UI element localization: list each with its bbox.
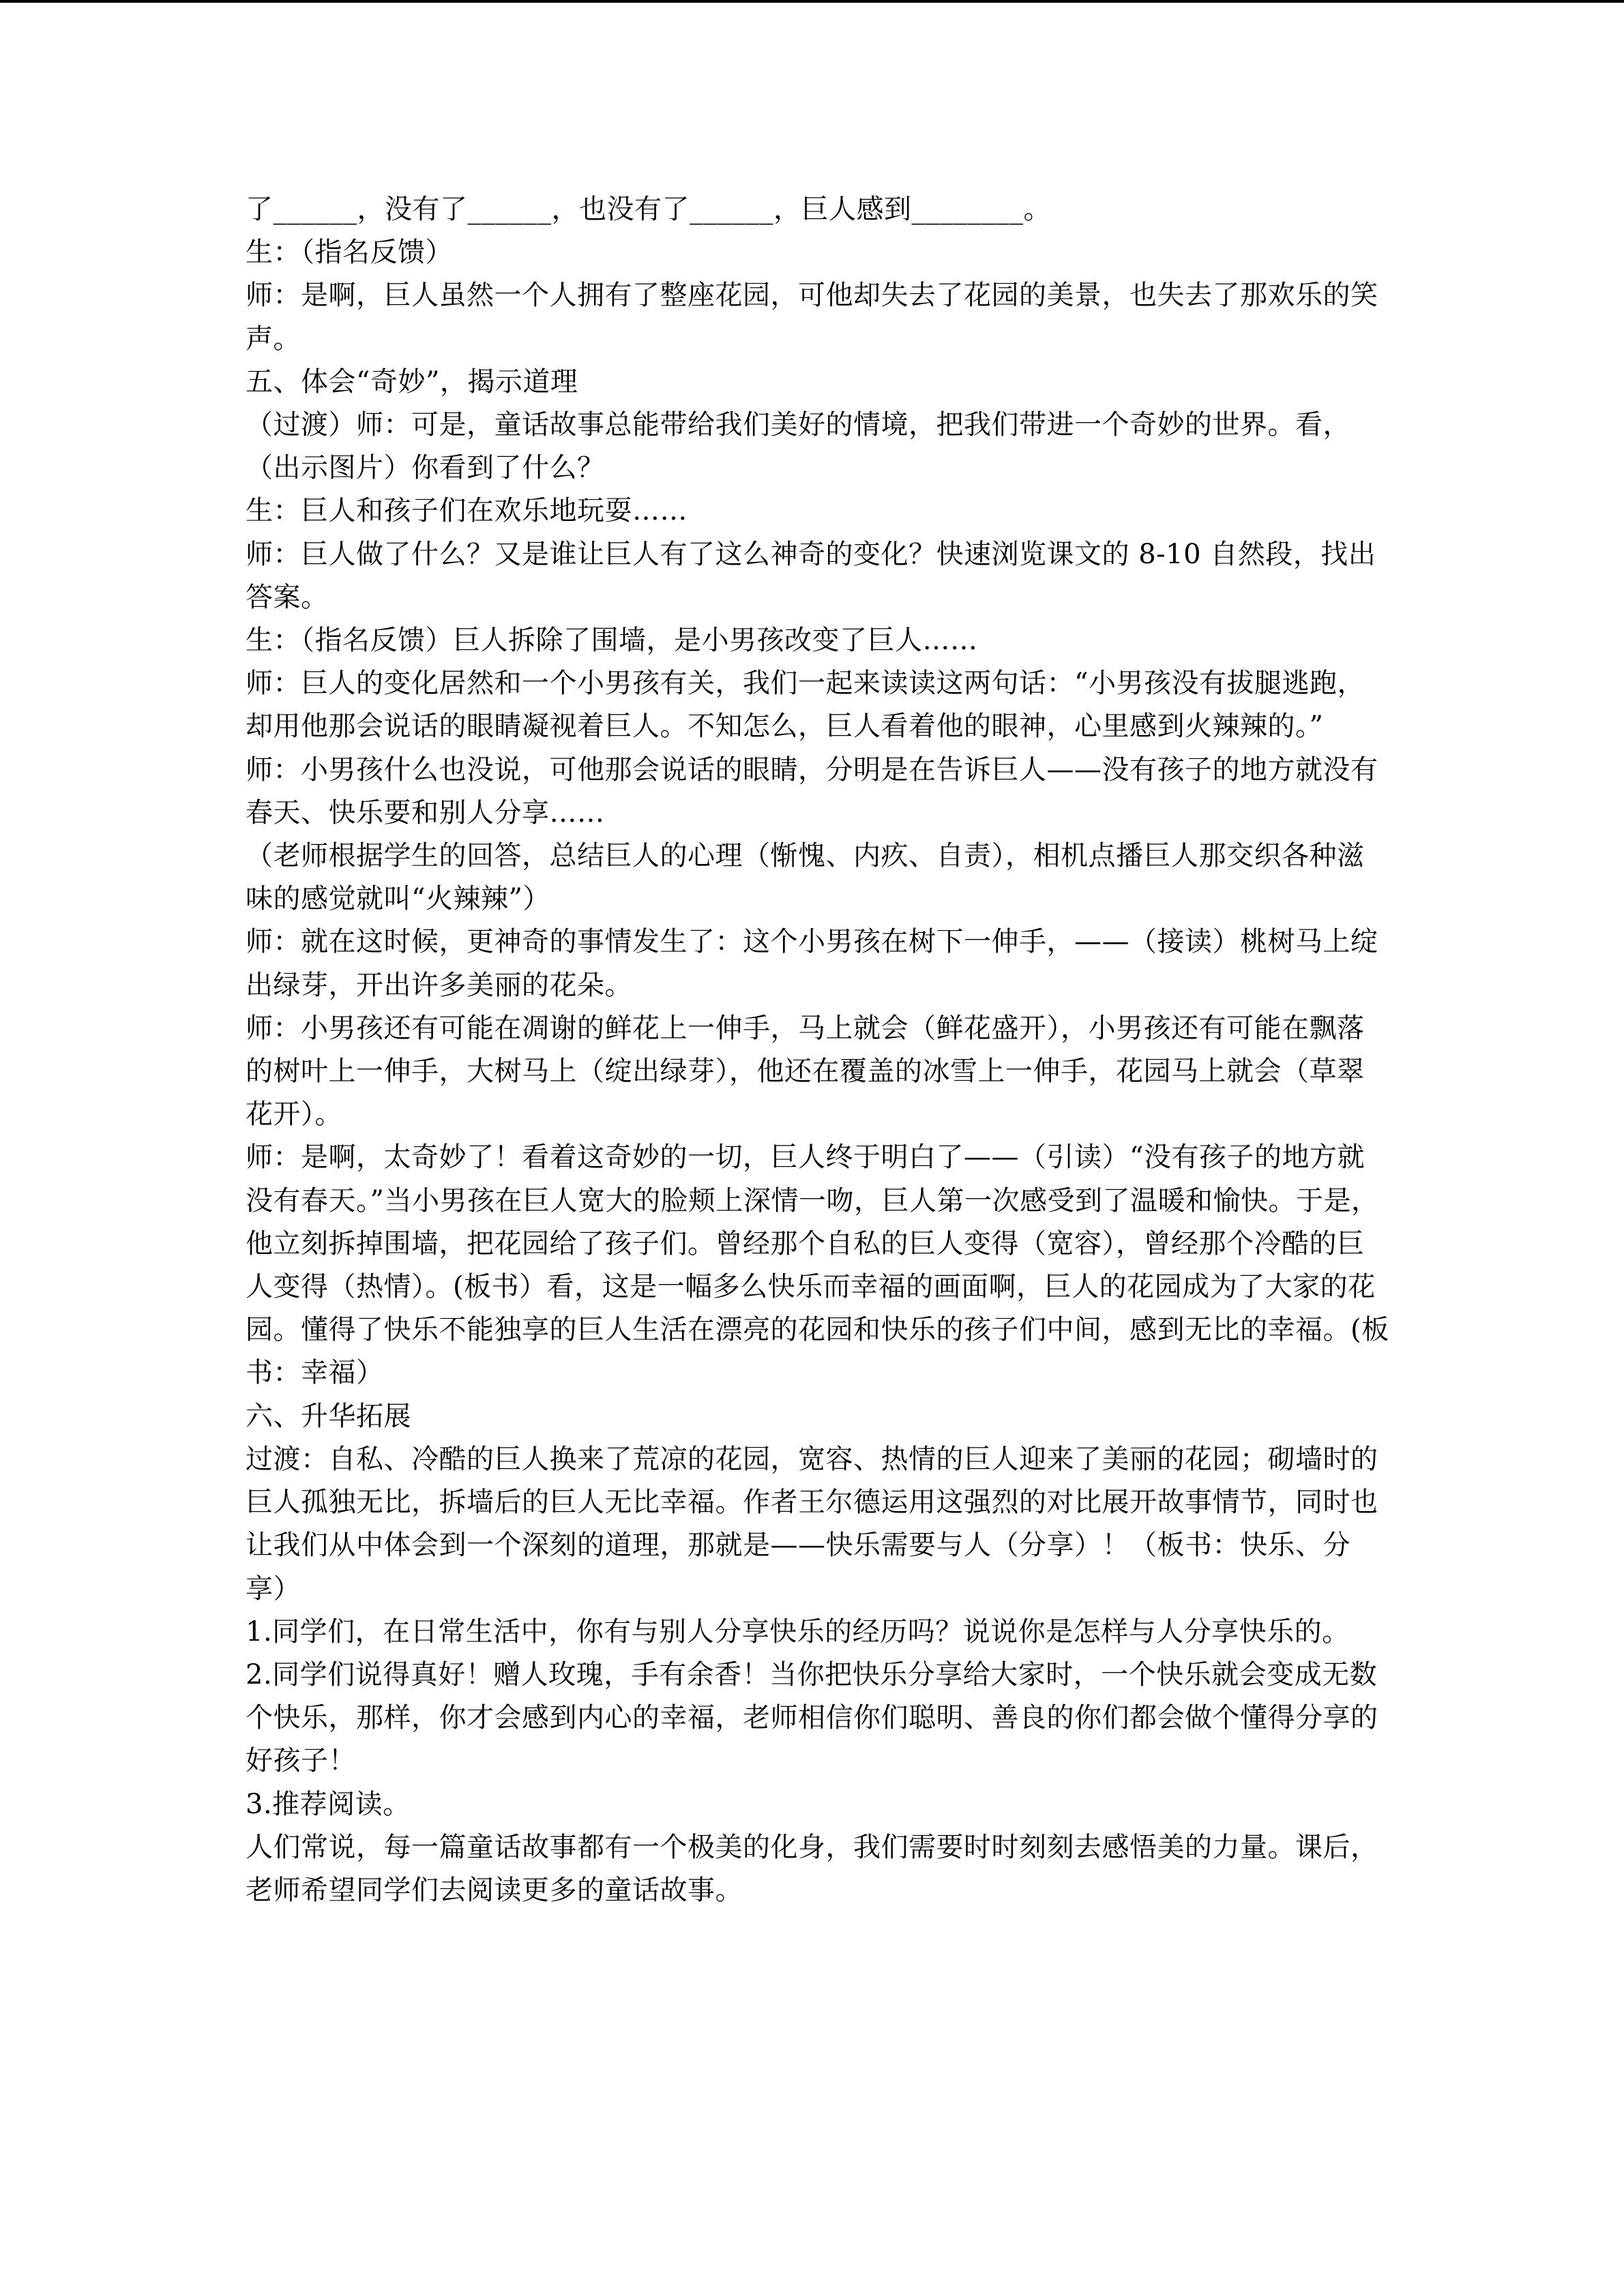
page-top-border bbox=[0, 0, 1624, 3]
paragraph: 师：就在这时候，更神奇的事情发生了：这个小男孩在树下一伸手，——（接读）桃树马上绽出绿芽，开出许多美丽的花朵。 bbox=[246, 926, 1378, 1001]
paragraph: 师：小男孩还有可能在凋谢的鲜花上一伸手，马上就会（鲜花盛开），小男孩还有可能在飘落的树叶上一伸手，大树马上（绽出绿芽），他还在覆盖的冰雪上一伸手，花园马上就会（草翠花开）。 bbox=[246, 1012, 1365, 1131]
paragraph: 生：巨人和孩子们在欢乐地玩耍…… bbox=[246, 495, 688, 527]
list-item: 1.同学们，在日常生活中，你有与别人分享快乐的经历吗？说说你是怎样与人分享快乐的。 bbox=[246, 1615, 1350, 1648]
paragraph: 师：巨人做了什么？又是谁让巨人有了这么神奇的变化？快速浏览课文的 8-10 自然段，找出答案。 bbox=[246, 538, 1376, 613]
section-heading: 五、体会“奇妙”，揭示道理 bbox=[246, 366, 578, 398]
document-body bbox=[246, 188, 1391, 1912]
list-item: 3.推荐阅读。 bbox=[246, 1788, 411, 1820]
paragraph: 师：巨人的变化居然和一个小男孩有关，我们一起来读读这两句话：“小男孩没有拔腿逃跑，却用他那会说话的眼睛凝视着巨人。不知怎么，巨人看着他的眼神，心里感到火辣辣的。” bbox=[246, 668, 1365, 743]
paragraph: 了______，没有了______，也没有了______，巨人感到________。 bbox=[246, 194, 1051, 225]
paragraph: （老师根据学生的回答，总结巨人的心理（惭愧、内疚、自责），相机点播巨人那交织各种滋味的感觉就叫“火辣辣”） bbox=[246, 840, 1365, 915]
list-item: 2.同学们说得真好！赠人玫瑰，手有余香！当你把快乐分享给大家时，一个快乐就会变成无数个快乐，那样，你才会感到内心的幸福，老师相信你们聪明、善良的你们都会做个懂得分享的好孩子！ bbox=[246, 1658, 1378, 1777]
paragraph: 生：（指名反馈）巨人拆除了围墙，是小男孩改变了巨人…… bbox=[246, 625, 978, 657]
paragraph: 师：是啊，巨人虽然一个人拥有了整座花园，可他却失去了花园的美景，也失去了那欢乐的笑声。 bbox=[246, 280, 1378, 355]
paragraph: 人们常说，每一篇童话故事都有一个极美的化身，我们需要时时刻刻去感悟美的力量。课后，老师希望同学们去阅读更多的童话故事。 bbox=[246, 1831, 1378, 1906]
section-heading: 六、升华拓展 bbox=[246, 1400, 411, 1432]
paragraph: 师：小男孩什么也没说，可他那会说话的眼睛，分明是在告诉巨人——没有孩子的地方就没有春天、快乐要和别人分享…… bbox=[246, 754, 1378, 829]
paragraph: 师：是啊，太奇妙了！看着这奇妙的一切，巨人终于明白了——（引读）“没有孩子的地方就没有春天。”当小男孩在巨人宽大的脸颊上深情一吻，巨人第一次感受到了温暖和愉快。于是，他立刻拆掉围墙，把花园给了孩子们。曾经那个自私的巨人变得（宽容），曾经那个冷酷的巨人变得（热情）。(板书）看，这是一幅多么快乐而幸福的画面啊，巨人的花园成为了大家的花园。懂得了快乐不能独享的巨人生活在漂亮的花园和快乐的孩子们中间，感到无比的幸福。(板书：幸福） bbox=[246, 1142, 1389, 1389]
paragraph: 过渡：自私、冷酷的巨人换来了荒凉的花园，宽容、热情的巨人迎来了美丽的花园；砌墙时的巨人孤独无比，拆墙后的巨人无比幸福。作者王尔德运用这强烈的对比展开故事情节，同时也让我们从中体会到一个深刻的道理，那就是——快乐需要与人（分享）！（板书：快乐、分享） bbox=[246, 1443, 1378, 1605]
paragraph: （过渡）师：可是，童话故事总能带给我们美好的情境，把我们带进一个奇妙的世界。看，（出示图片）你看到了什么？ bbox=[246, 409, 1350, 484]
paragraph: 生：（指名反馈） bbox=[246, 237, 453, 269]
